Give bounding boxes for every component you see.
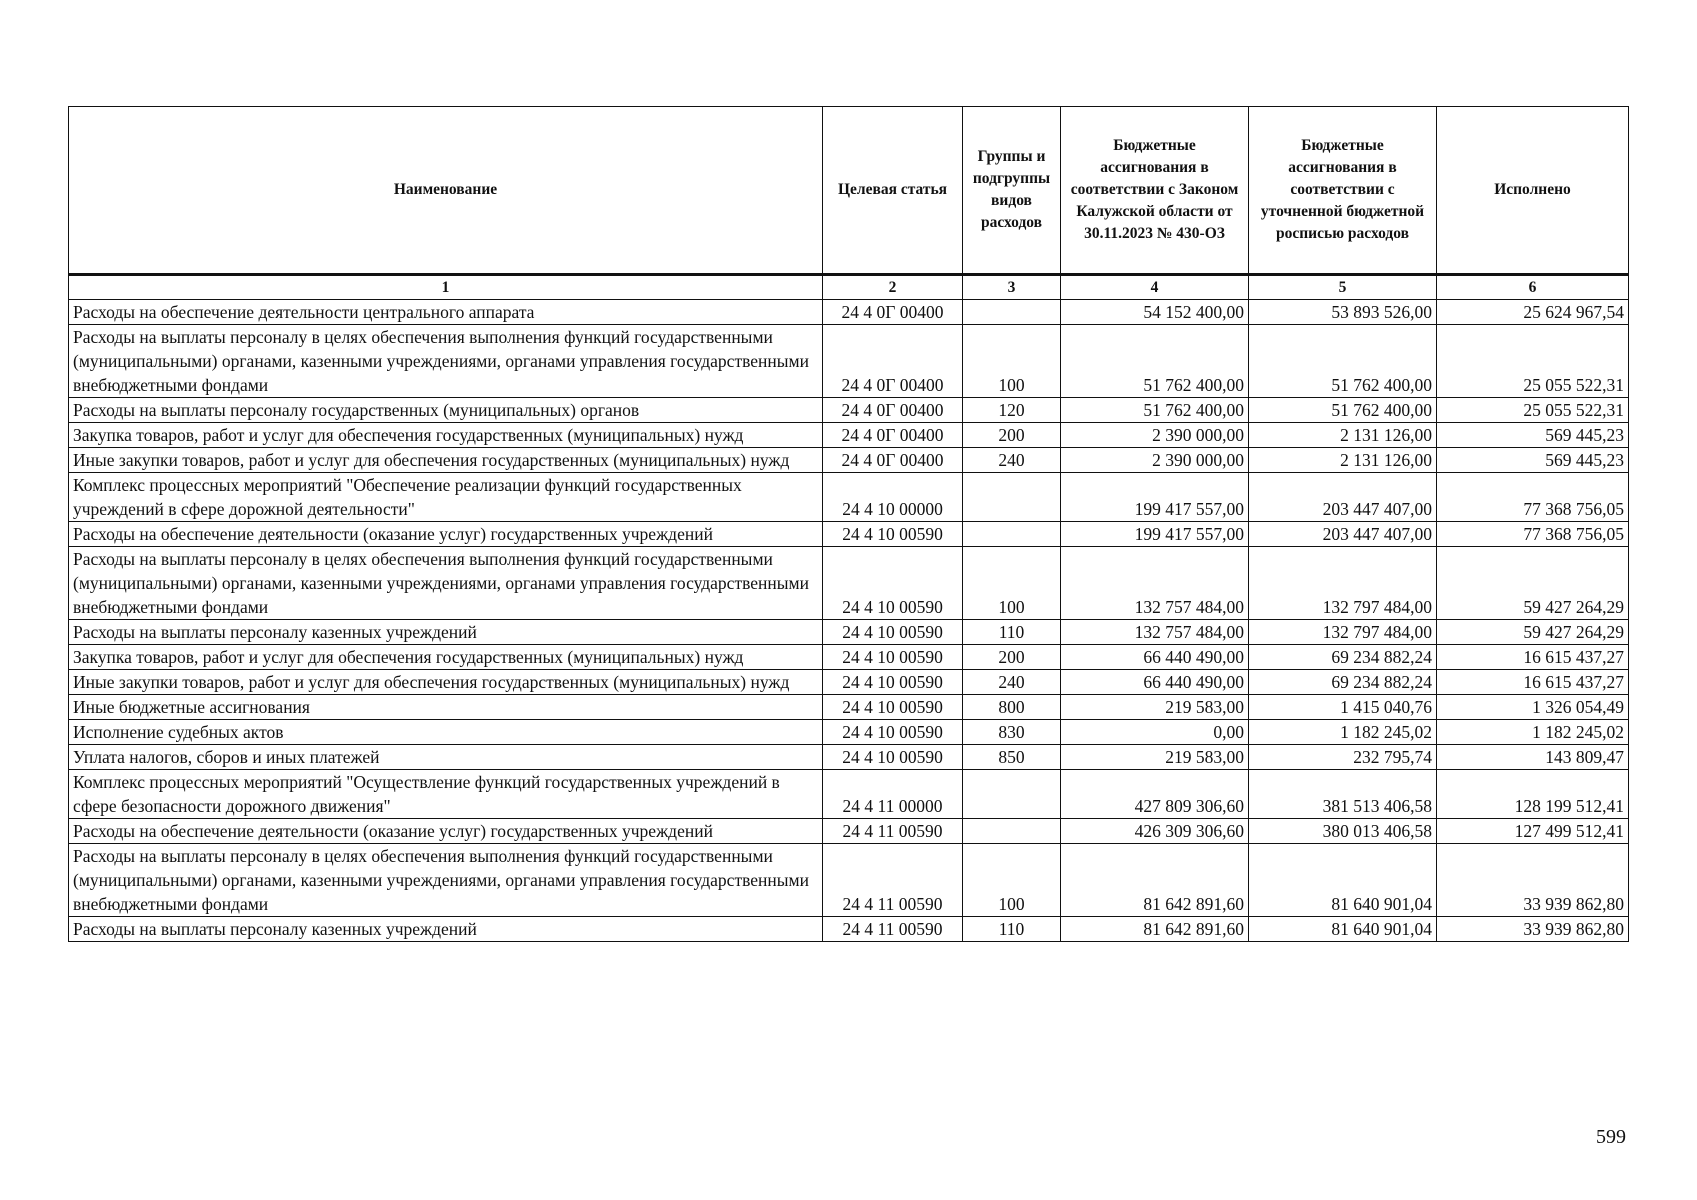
column-number: 6	[1437, 275, 1629, 300]
row-executed: 25 055 522,31	[1437, 325, 1629, 398]
row-expense-group: 200	[963, 423, 1061, 448]
row-refined-allocation: 203 447 407,00	[1249, 473, 1437, 522]
row-name: Расходы на обеспечение деятельности (оказание услуг) государственных учреждений	[69, 819, 823, 844]
row-target-article: 24 4 10 00590	[823, 547, 963, 620]
row-law-allocation: 219 583,00	[1061, 695, 1249, 720]
row-name: Расходы на обеспечение деятельности центрального аппарата	[69, 300, 823, 325]
table-row	[69, 300, 1629, 325]
row-target-article: 24 4 11 00590	[823, 917, 963, 942]
row-refined-allocation: 51 762 400,00	[1249, 398, 1437, 423]
row-law-allocation: 427 809 306,60	[1061, 770, 1249, 819]
row-refined-allocation: 53 893 526,00	[1249, 300, 1437, 325]
row-executed: 25 055 522,31	[1437, 398, 1629, 423]
row-expense-group: 110	[963, 620, 1061, 645]
row-target-article: 24 4 11 00000	[823, 770, 963, 819]
row-expense-group: 110	[963, 917, 1061, 942]
budget-table	[68, 106, 1629, 942]
row-law-allocation: 66 440 490,00	[1061, 645, 1249, 670]
table-body	[69, 300, 1629, 942]
row-law-allocation: 199 417 557,00	[1061, 473, 1249, 522]
row-refined-allocation: 1 182 245,02	[1249, 720, 1437, 745]
row-executed: 25 624 967,54	[1437, 300, 1629, 325]
row-name: Комплекс процессных мероприятий "Обеспечение реализации функций государственных учреждений в сфере дорожной деятельности"	[69, 473, 823, 522]
row-expense-group: 830	[963, 720, 1061, 745]
row-name: Исполнение судебных актов	[69, 720, 823, 745]
row-name: Расходы на обеспечение деятельности (оказание услуг) государственных учреждений	[69, 522, 823, 547]
table-row	[69, 745, 1629, 770]
row-target-article: 24 4 10 00590	[823, 645, 963, 670]
table-row	[69, 695, 1629, 720]
row-executed: 77 368 756,05	[1437, 473, 1629, 522]
row-executed: 127 499 512,41	[1437, 819, 1629, 844]
row-expense-group	[963, 473, 1061, 522]
row-target-article: 24 4 10 00000	[823, 473, 963, 522]
row-expense-group	[963, 300, 1061, 325]
header-law-allocations: Бюджетные ассигнования в соответствии с Законом Калужской области от 30.11.2023 № 430-ОЗ	[1061, 107, 1249, 275]
row-law-allocation: 51 762 400,00	[1061, 398, 1249, 423]
page-number: 599	[1596, 1126, 1626, 1148]
row-refined-allocation: 81 640 901,04	[1249, 844, 1437, 917]
row-law-allocation: 54 152 400,00	[1061, 300, 1249, 325]
column-number: 3	[963, 275, 1061, 300]
row-refined-allocation: 132 797 484,00	[1249, 620, 1437, 645]
row-executed: 128 199 512,41	[1437, 770, 1629, 819]
row-name: Иные закупки товаров, работ и услуг для обеспечения государственных (муниципальных) нужд	[69, 448, 823, 473]
row-expense-group: 200	[963, 645, 1061, 670]
table-row	[69, 844, 1629, 917]
row-refined-allocation: 2 131 126,00	[1249, 423, 1437, 448]
row-target-article: 24 4 0Г 00400	[823, 300, 963, 325]
row-executed: 569 445,23	[1437, 423, 1629, 448]
table-row	[69, 645, 1629, 670]
row-law-allocation: 2 390 000,00	[1061, 423, 1249, 448]
row-name: Комплекс процессных мероприятий "Осуществление функций государственных учреждений в сфере безопасности дорожного движения"	[69, 770, 823, 819]
table-row	[69, 547, 1629, 620]
row-law-allocation: 219 583,00	[1061, 745, 1249, 770]
row-law-allocation: 132 757 484,00	[1061, 620, 1249, 645]
row-name: Закупка товаров, работ и услуг для обеспечения государственных (муниципальных) нужд	[69, 645, 823, 670]
row-executed: 77 368 756,05	[1437, 522, 1629, 547]
row-refined-allocation: 51 762 400,00	[1249, 325, 1437, 398]
row-target-article: 24 4 10 00590	[823, 745, 963, 770]
row-name: Иные бюджетные ассигнования	[69, 695, 823, 720]
row-target-article: 24 4 11 00590	[823, 844, 963, 917]
row-executed: 33 939 862,80	[1437, 844, 1629, 917]
table-row	[69, 473, 1629, 522]
row-name: Расходы на выплаты персоналу казенных учреждений	[69, 620, 823, 645]
row-name: Иные закупки товаров, работ и услуг для обеспечения государственных (муниципальных) нужд	[69, 670, 823, 695]
row-expense-group: 850	[963, 745, 1061, 770]
header-target-article: Целевая статья	[823, 107, 963, 275]
row-name: Расходы на выплаты персоналу в целях обеспечения выполнения функций государственными (муниципальными) органами, казенными учреждениями, органами управления государственными внебюджетными фондами	[69, 547, 823, 620]
table-row	[69, 770, 1629, 819]
table-row	[69, 398, 1629, 423]
row-expense-group: 800	[963, 695, 1061, 720]
row-refined-allocation: 203 447 407,00	[1249, 522, 1437, 547]
column-number: 4	[1061, 275, 1249, 300]
row-refined-allocation: 2 131 126,00	[1249, 448, 1437, 473]
column-number: 1	[69, 275, 823, 300]
row-expense-group: 100	[963, 325, 1061, 398]
row-refined-allocation: 232 795,74	[1249, 745, 1437, 770]
table-row	[69, 720, 1629, 745]
row-executed: 569 445,23	[1437, 448, 1629, 473]
row-refined-allocation: 81 640 901,04	[1249, 917, 1437, 942]
row-expense-group	[963, 770, 1061, 819]
row-refined-allocation: 69 234 882,24	[1249, 645, 1437, 670]
header-name: Наименование	[69, 107, 823, 275]
row-name: Расходы на выплаты персоналу в целях обеспечения выполнения функций государственными (муниципальными) органами, казенными учреждениями, органами управления государственными внебюджетными фондами	[69, 844, 823, 917]
row-target-article: 24 4 0Г 00400	[823, 423, 963, 448]
row-refined-allocation: 381 513 406,58	[1249, 770, 1437, 819]
row-law-allocation: 66 440 490,00	[1061, 670, 1249, 695]
column-number-row	[69, 275, 1629, 300]
row-target-article: 24 4 0Г 00400	[823, 325, 963, 398]
header-expense-groups: Группы и подгруппы видов расходов	[963, 107, 1061, 275]
table-row	[69, 620, 1629, 645]
row-law-allocation: 132 757 484,00	[1061, 547, 1249, 620]
row-executed: 16 615 437,27	[1437, 645, 1629, 670]
row-executed: 143 809,47	[1437, 745, 1629, 770]
row-law-allocation: 81 642 891,60	[1061, 917, 1249, 942]
row-expense-group: 120	[963, 398, 1061, 423]
row-law-allocation: 199 417 557,00	[1061, 522, 1249, 547]
table-row	[69, 423, 1629, 448]
row-expense-group: 100	[963, 547, 1061, 620]
row-expense-group: 100	[963, 844, 1061, 917]
row-law-allocation: 81 642 891,60	[1061, 844, 1249, 917]
row-expense-group: 240	[963, 670, 1061, 695]
row-executed: 1 182 245,02	[1437, 720, 1629, 745]
row-law-allocation: 51 762 400,00	[1061, 325, 1249, 398]
row-executed: 16 615 437,27	[1437, 670, 1629, 695]
row-name: Расходы на выплаты персоналу государственных (муниципальных) органов	[69, 398, 823, 423]
row-target-article: 24 4 10 00590	[823, 670, 963, 695]
row-name: Закупка товаров, работ и услуг для обеспечения государственных (муниципальных) нужд	[69, 423, 823, 448]
row-refined-allocation: 132 797 484,00	[1249, 547, 1437, 620]
header-row	[69, 107, 1629, 275]
row-law-allocation: 2 390 000,00	[1061, 448, 1249, 473]
row-target-article: 24 4 10 00590	[823, 720, 963, 745]
row-target-article: 24 4 10 00590	[823, 620, 963, 645]
table-row	[69, 819, 1629, 844]
row-target-article: 24 4 0Г 00400	[823, 448, 963, 473]
header-executed: Исполнено	[1437, 107, 1629, 275]
header-refined-allocations: Бюджетные ассигнования в соответствии с уточненной бюджетной росписью расходов	[1249, 107, 1437, 275]
table-row	[69, 917, 1629, 942]
row-law-allocation: 0,00	[1061, 720, 1249, 745]
row-expense-group: 240	[963, 448, 1061, 473]
row-name: Расходы на выплаты персоналу казенных учреждений	[69, 917, 823, 942]
row-refined-allocation: 69 234 882,24	[1249, 670, 1437, 695]
table-row	[69, 522, 1629, 547]
column-number: 5	[1249, 275, 1437, 300]
table-row	[69, 448, 1629, 473]
row-target-article: 24 4 0Г 00400	[823, 398, 963, 423]
table-row	[69, 325, 1629, 398]
column-number: 2	[823, 275, 963, 300]
row-target-article: 24 4 10 00590	[823, 695, 963, 720]
row-law-allocation: 426 309 306,60	[1061, 819, 1249, 844]
table-row	[69, 670, 1629, 695]
row-expense-group	[963, 522, 1061, 547]
row-target-article: 24 4 10 00590	[823, 522, 963, 547]
row-name: Расходы на выплаты персоналу в целях обеспечения выполнения функций государственными (муниципальными) органами, казенными учреждениями, органами управления государственными внебюджетными фондами	[69, 325, 823, 398]
row-refined-allocation: 380 013 406,58	[1249, 819, 1437, 844]
row-executed: 1 326 054,49	[1437, 695, 1629, 720]
row-expense-group	[963, 819, 1061, 844]
row-executed: 59 427 264,29	[1437, 620, 1629, 645]
row-target-article: 24 4 11 00590	[823, 819, 963, 844]
row-refined-allocation: 1 415 040,76	[1249, 695, 1437, 720]
row-executed: 59 427 264,29	[1437, 547, 1629, 620]
row-name: Уплата налогов, сборов и иных платежей	[69, 745, 823, 770]
row-executed: 33 939 862,80	[1437, 917, 1629, 942]
